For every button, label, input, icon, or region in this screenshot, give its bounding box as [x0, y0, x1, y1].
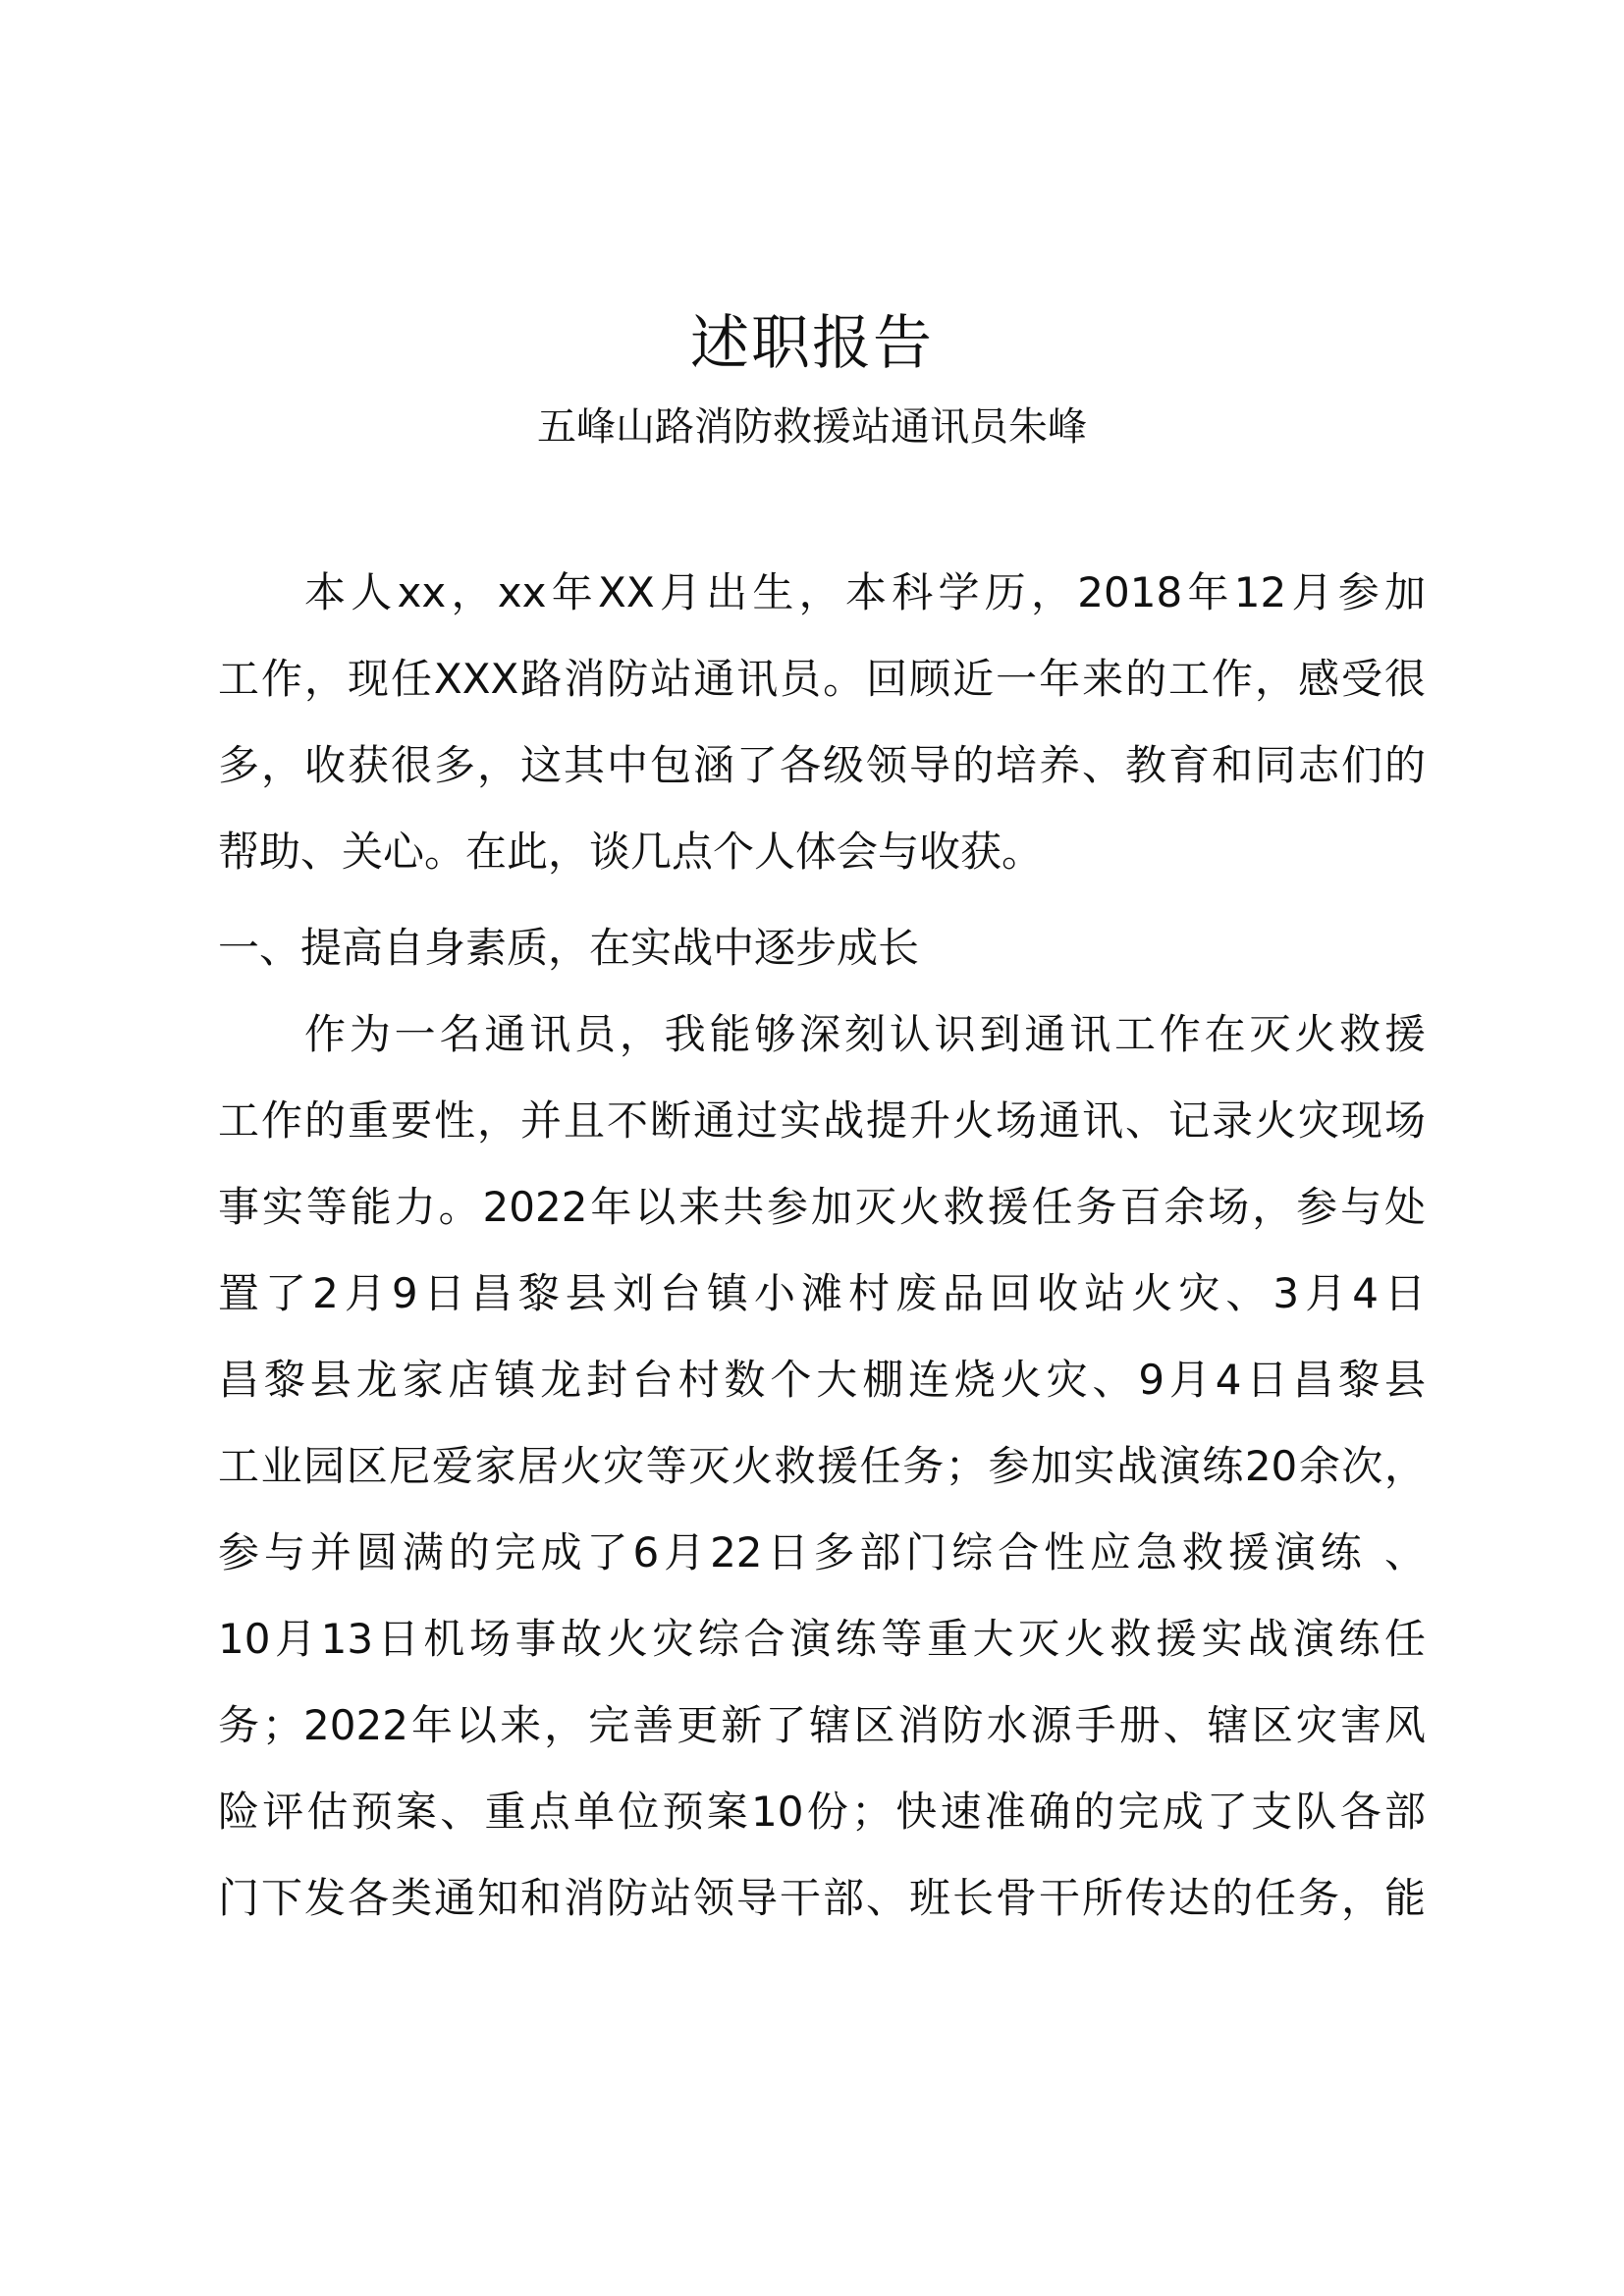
- section-heading: 一、提高自身素质，在实战中逐步成长: [218, 924, 920, 972]
- intro-line: 帮助、关心。在此，谈几点个人体会与收获。: [218, 828, 1044, 876]
- section-line: 事实等能力。2022年以来共参加灭火救援任务百余场，参与处: [218, 1183, 1426, 1231]
- section-line: 险评估预案、重点单位预案10份；快速准确的完成了支队各部: [218, 1788, 1426, 1836]
- section-line: 参与并圆满的完成了6月22日多部门综合性应急救援演练 、: [218, 1528, 1426, 1576]
- document-body: [218, 550, 1426, 1942]
- section-line: 门下发各类通知和消防站领导干部、班长骨干所传达的任务，能: [218, 1874, 1426, 1922]
- document-title: 述职报告: [690, 309, 934, 378]
- intro-line: 工作，现任XXX路消防站通讯员。回顾近一年来的工作，感受很: [218, 655, 1426, 703]
- section-line: 务；2022年以来，完善更新了辖区消防水源手册、辖区灾害风: [218, 1701, 1426, 1749]
- section-line: 置了2月9日昌黎县刘台镇小滩村废品回收站火灾、3月4日: [218, 1269, 1426, 1317]
- section-line: 10月13日机场事故火灾综合演练等重大灭火救援实战演练任: [218, 1615, 1426, 1663]
- intro-line: 多，收获很多，这其中包涵了各级领导的培养、教育和同志们的: [218, 741, 1426, 789]
- document-subtitle: 五峰山路消防救援站通讯员朱峰: [537, 404, 1087, 450]
- section-line: 作为一名通讯员，我能够深刻认识到通讯工作在灭火救援: [304, 1010, 1426, 1058]
- paragraph-gap: [218, 895, 1426, 905]
- intro-line: 本人xx，xx年XX月出生，本科学历，2018年12月参加: [304, 568, 1426, 616]
- section-line: 工作的重要性，并且不断通过实战提升火场通讯、记录火灾现场: [218, 1096, 1426, 1145]
- section-line: 工业园区尼爱家居火灾等灭火救援任务；参加实战演练20余次，: [218, 1442, 1426, 1490]
- section-line: 昌黎县龙家店镇龙封台村数个大棚连烧火灾、9月4日昌黎县: [218, 1356, 1426, 1404]
